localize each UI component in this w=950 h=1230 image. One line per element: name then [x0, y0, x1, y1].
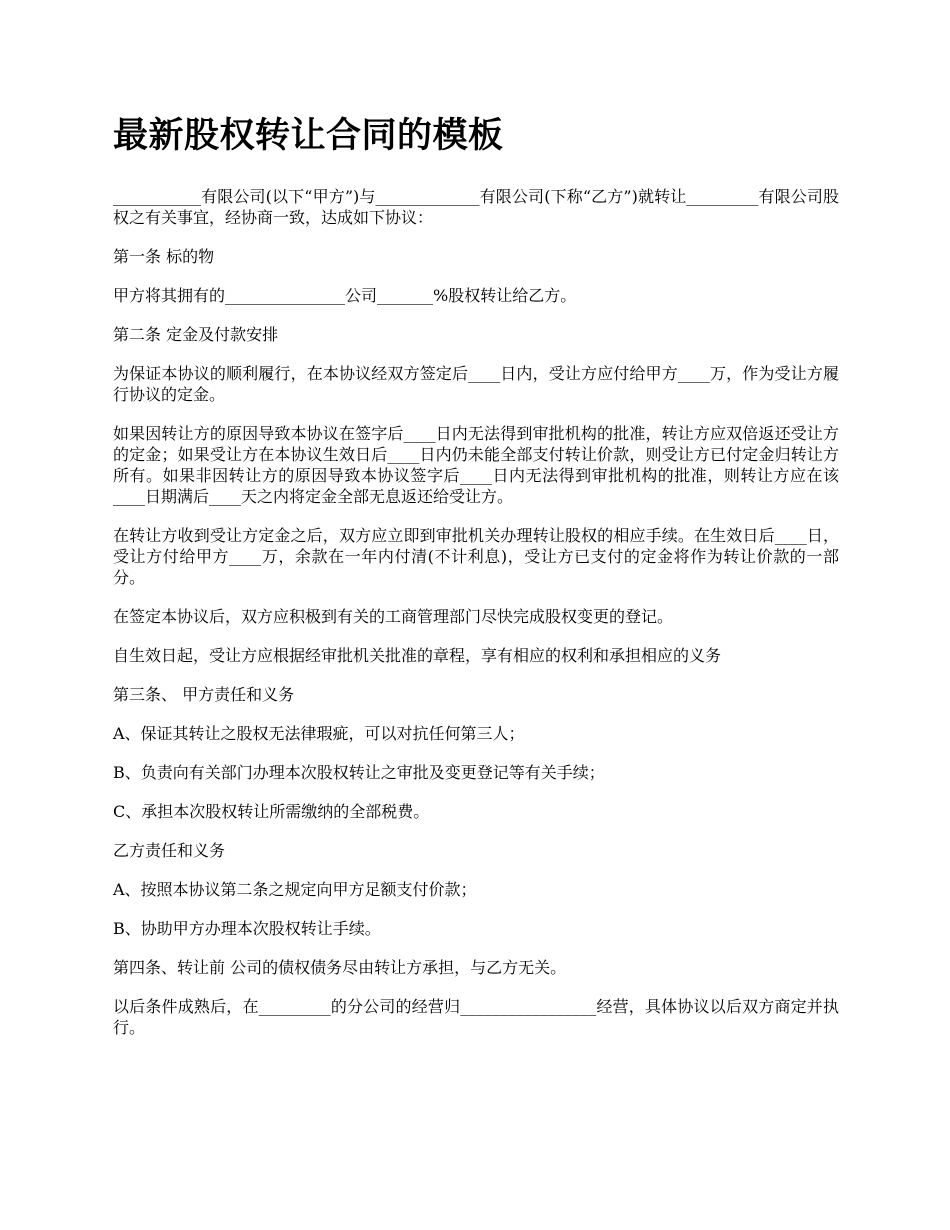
list-item: B、协助甲方办理本次股权转让手续。 [113, 919, 381, 938]
section-heading-article-2: 第二条 定金及付款安排 [113, 325, 279, 344]
list-item: B、负责向有关部门办理本次股权转让之审批及变更登记等有关手续； [113, 763, 605, 782]
paragraph: 在转让方收到受让方定金之后，双方应立即到审批机关办理转让股权的相应手续。在生效日后____日，受让方付给甲方____万，余款在一年内付清(不计利息)，受让方已支付的定金将作为转让价款的一部分。 [113, 526, 839, 587]
paragraph: 在签定本协议后，双方应积极到有关的工商管理部门尽快完成股权变更的登记。 [113, 607, 674, 626]
list-item: C、承担本次股权转让所需缴纳的全部税费。 [113, 802, 430, 821]
paragraph: 自生效日起，受让方应根据经审批机关批准的章程，享有相应的权利和承担相应的义务 [113, 646, 722, 665]
section-heading-article-1: 第一条 标的物 [113, 247, 215, 266]
paragraph: 以后条件成熟后，在_________的分公司的经营归_________________经营，具体协议以后双方商定并执行。 [113, 997, 839, 1037]
document-title: 最新股权转让合同的模板 [113, 115, 504, 156]
list-item: A、按照本协议第二条之规定向甲方足额支付价款； [113, 880, 477, 899]
document-page [113, 112, 839, 1056]
section-heading-party-b: 乙方责任和义务 [113, 841, 226, 860]
paragraph: 如果因转让方的原因导致本协议在签字后____日内无法得到审批机构的批准，转让方应双倍返还受让方的定金；如果受让方在本协议生效日后____日内仍未能全部支付转让价款，则受让方已付定金归转让方所有。如果非因转让方的原因导致本协议签字后____日内无法得到审批机构的批准，则转让方应在该____日期满后____天之内将定金全部无息返还给受让方。 [113, 424, 839, 506]
paragraph-intro: ___________有限公司(以下“甲方”)与_____________有限公司(下称“乙方”)就转让_________有限公司股权之有关事宜，经协商一致，达成如下协议： [113, 187, 839, 227]
section-heading-article-3: 第三条、 甲方责任和义务 [113, 685, 295, 704]
paragraph-article-4: 第四条、转让前 公司的债权债务尽由转让方承担，与乙方无关。 [113, 958, 567, 977]
list-item: A、保证其转让之股权无法律瑕疵，可以对抗任何第三人； [113, 724, 525, 743]
paragraph: 为保证本协议的顺利履行，在本协议经双方签定后____日内，受让方应付给甲方____万，作为受让方履行协议的定金。 [113, 364, 839, 404]
paragraph: 甲方将其拥有的_______________公司_______%股权转让给乙方。 [113, 286, 577, 305]
